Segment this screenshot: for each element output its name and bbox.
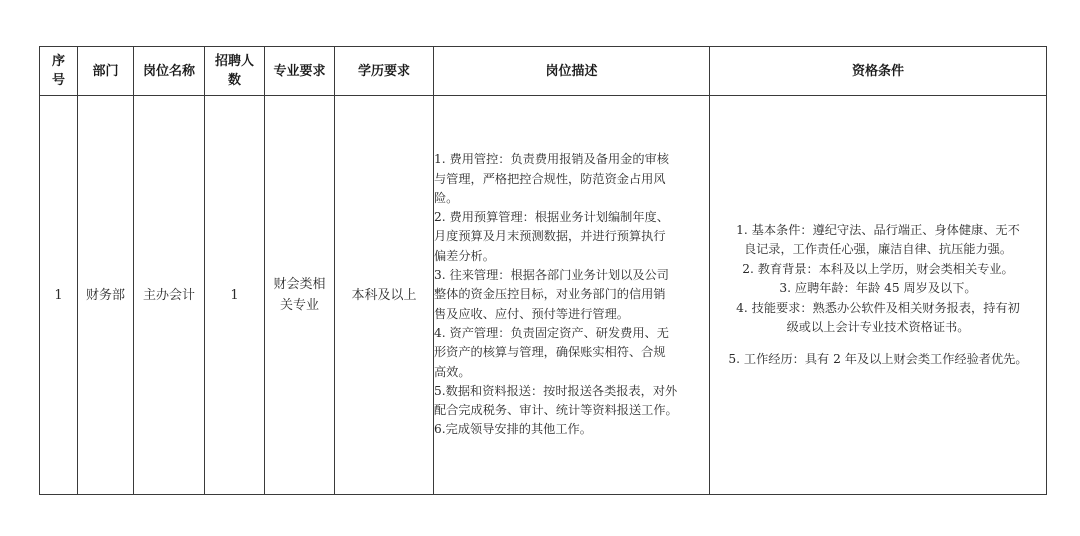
description-line: 5.数据和资料报送：按时报送各类报表，对外 [434,383,678,398]
header-position: 岗位名称 [134,47,205,96]
description-line: 与管理，严格把控合规性，防范资金占用风 [434,171,666,186]
description-line: 配合完成税务、审计、统计等资料报送工作。 [434,403,678,418]
description-line: 售及应收、应付、预付等进行管理。 [434,306,629,321]
recruitment-table [39,46,1047,495]
cell-major-text: 财会类相关专业 [273,277,326,313]
description-line: 形资产的核算与管理，确保账实相符、合规 [434,345,666,360]
cell-qualifications [710,96,1047,495]
description-line: 3. 往来管理：根据各部门业务计划以及公司 [434,268,669,283]
header-row [40,47,1047,96]
description-line: 险。 [434,190,459,205]
header-qualifications: 资格条件 [710,47,1047,96]
description-line: 月度预算及月末预测数据，并进行预算执行 [434,229,666,244]
cell-seq: 1 [40,96,78,495]
header-seq [40,47,78,96]
header-education: 学历要求 [335,47,434,96]
cell-major [265,96,335,495]
table-row [40,96,1047,495]
cell-description [434,96,710,495]
description-line: 偏差分析。 [434,248,495,263]
cell-headcount: 1 [205,96,265,495]
qualification-line: 3. 应聘年龄：年龄 45 周岁及以下。 [779,281,977,296]
description-line: 6.完成领导安排的其他工作。 [434,422,592,437]
description-line: 2. 费用预算管理：根据业务计划编制年度、 [434,210,669,225]
description-line: 整体的资金压控目标，对业务部门的信用销 [434,287,666,302]
qualification-line: 4. 技能要求：熟悉办公软件及相关财务报表，持有初 [736,300,1020,315]
header-description: 岗位描述 [434,47,710,96]
qualification-line: 级或以上会计专业技术资格证书。 [786,320,970,335]
description-line: 4. 资产管理：负责固定资产、研发费用、无 [434,325,669,340]
cell-dept: 财务部 [78,96,134,495]
header-seq-label: 序号 [51,54,65,88]
header-major: 专业要求 [265,47,335,96]
qualification-line: 1. 基本条件：遵纪守法、品行端正、身体健康、无不 [736,222,1020,237]
description-lines [434,150,709,439]
qualification-lines [710,221,1046,370]
description-line: 1. 费用管控：负责费用报销及备用金的审核 [434,152,669,167]
qualification-line: 良记录，工作责任心强，廉洁自律、抗压能力强。 [743,242,1013,257]
header-headcount-label: 招聘人数 [214,54,254,88]
qualification-line: 5. 工作经历：具有 2 年及以上财会类工作经验者优先。 [728,351,1028,366]
header-dept: 部门 [78,47,134,96]
cell-education: 本科及以上 [335,96,434,495]
qualification-line: 2. 教育背景：本科及以上学历，财会类相关专业。 [742,261,1014,276]
cell-position: 主办会计 [134,96,205,495]
header-headcount [205,47,265,96]
description-line: 高效。 [434,364,471,379]
